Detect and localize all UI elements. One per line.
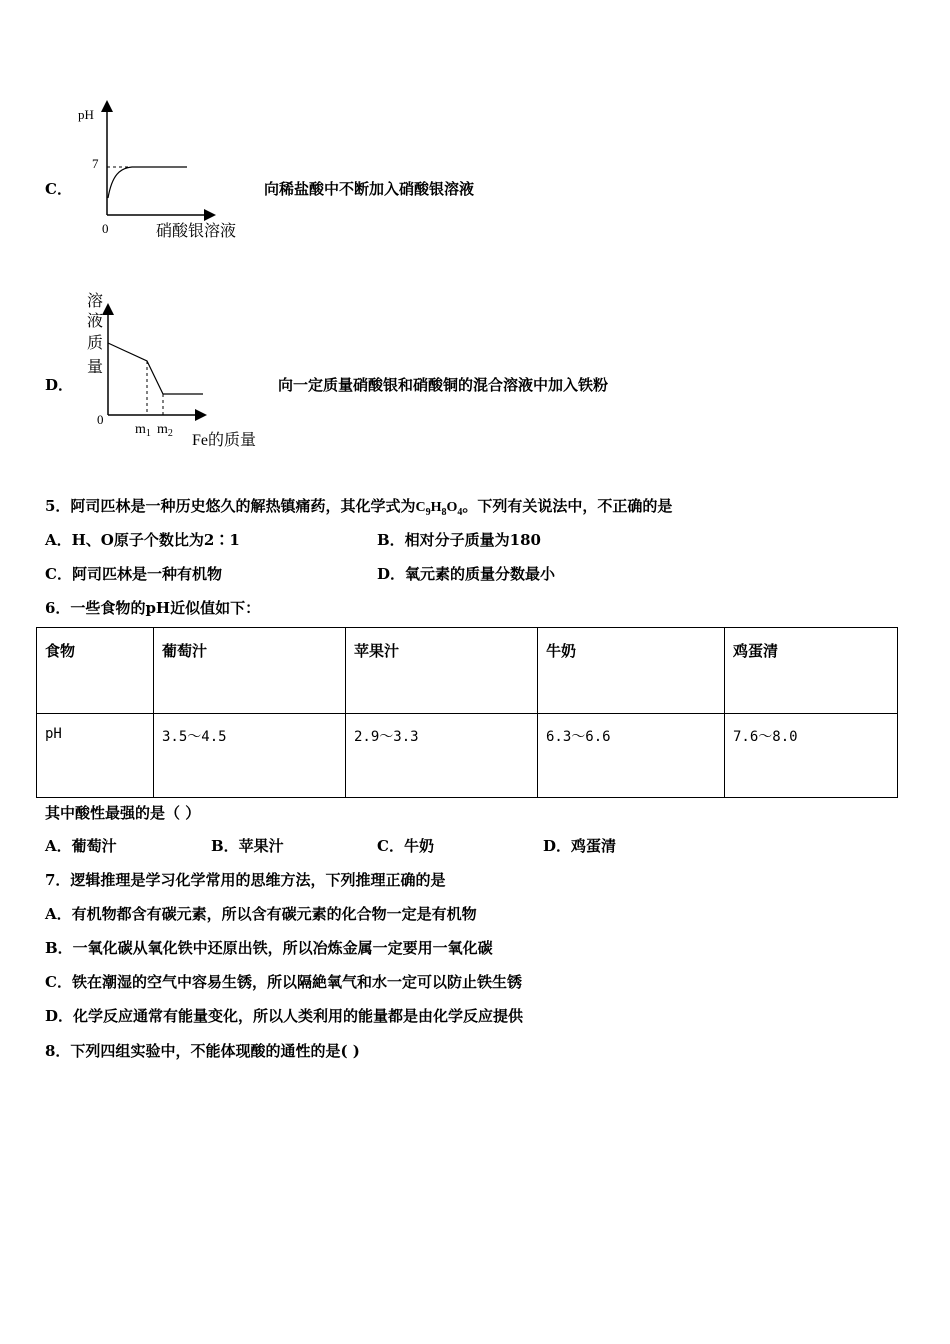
x-axis-label: 硝酸银溶液 — [156, 223, 237, 240]
q5-stem: 5．阿司匹林是一种历史悠久的解热镇痛药，其化学式为$C_9H_8O_4$。下列有关说法中，不正确的是 — [45, 497, 673, 518]
q7-option-a: A．有机物都含有碳元素，所以含有碳元素的化合物一定是有机物 — [45, 905, 477, 923]
origin-label: 0 — [102, 221, 109, 236]
table-row — [37, 714, 898, 798]
table-cell: 3.5～4.5 — [154, 714, 346, 798]
option-d-graph — [80, 288, 270, 448]
y-label-char-4: 量 — [87, 359, 104, 376]
q6-option-c: C．牛奶 — [377, 837, 434, 855]
option-d-letter: D． — [45, 376, 74, 394]
q6-option-a: A．葡萄汁 — [45, 837, 117, 855]
origin-label: 0 — [97, 412, 104, 427]
q7-option-c: C．铁在潮湿的空气中容易生锈，所以隔絶氧气和水一定可以防止铁生锈 — [45, 973, 522, 991]
q7-stem: 7．逻辑推理是学习化学常用的思维方法，下列推理正确的是 — [45, 871, 446, 889]
table-header-row — [37, 628, 898, 714]
y-label-char-2: 液 — [87, 313, 104, 330]
table-header-cell: 食物 — [37, 628, 154, 714]
y-label-char-3: 质 — [87, 335, 104, 352]
q5-option-a: A．H、O原子个数比为2∶1 — [45, 531, 240, 549]
q6-option-d: D．鸡蛋清 — [543, 837, 617, 855]
q6-option-b: B．苹果汁 — [211, 837, 284, 855]
table-header-cell: 鸡蛋清 — [725, 628, 898, 714]
q7-option-b: B．一氧化碳从氧化铁中还原出铁，所以冶炼金属一定要用一氧化碳 — [45, 939, 493, 957]
tick-m1: $m_1$ — [135, 422, 151, 439]
food-ph-table — [36, 627, 898, 798]
q7-option-d: D．化学反应通常有能量变化，所以人类利用的能量都是由化学反应提供 — [45, 1007, 524, 1025]
table-header-cell: 牛奶 — [538, 628, 725, 714]
q6-question: 其中酸性最强的是（ ） — [45, 804, 201, 822]
table-header-cell: 苹果汁 — [346, 628, 538, 714]
tick-m2: $m_2$ — [157, 422, 173, 439]
q5-option-b: B．相对分子质量为180 — [377, 531, 541, 549]
y-label-char-1: 溶 — [87, 293, 104, 310]
table-header-cell: 葡萄汁 — [154, 628, 346, 714]
table-cell: pH — [37, 714, 154, 798]
q8-stem: 8．下列四组实验中，不能体现酸的通性的是( ) — [45, 1042, 360, 1060]
option-c-graph — [70, 95, 260, 245]
option-c-description: 向稀盐酸中不断加入硝酸银溶液 — [264, 180, 475, 198]
x-axis-label: Fe的质量 — [192, 432, 257, 448]
table-cell: 2.9～3.3 — [346, 714, 538, 798]
y-axis-label: pH — [78, 107, 94, 122]
aspirin-formula: $C_9H_8O_4$ — [415, 500, 463, 518]
table-cell: 7.6～8.0 — [725, 714, 898, 798]
q5-option-d: D．氧元素的质量分数最小 — [377, 565, 556, 583]
option-c-letter: C． — [45, 180, 72, 198]
mass-curve — [108, 343, 203, 394]
table-cell: 6.3～6.6 — [538, 714, 725, 798]
q5-option-c: C．阿司匹林是一种有机物 — [45, 565, 222, 583]
option-d-description: 向一定质量硝酸银和硝酸铜的混合溶液中加入铁粉 — [278, 376, 609, 394]
y-tick-7: 7 — [92, 156, 99, 171]
q6-stem: 6．一些食物的pH近似值如下： — [45, 599, 261, 617]
ph-curve — [108, 167, 187, 198]
